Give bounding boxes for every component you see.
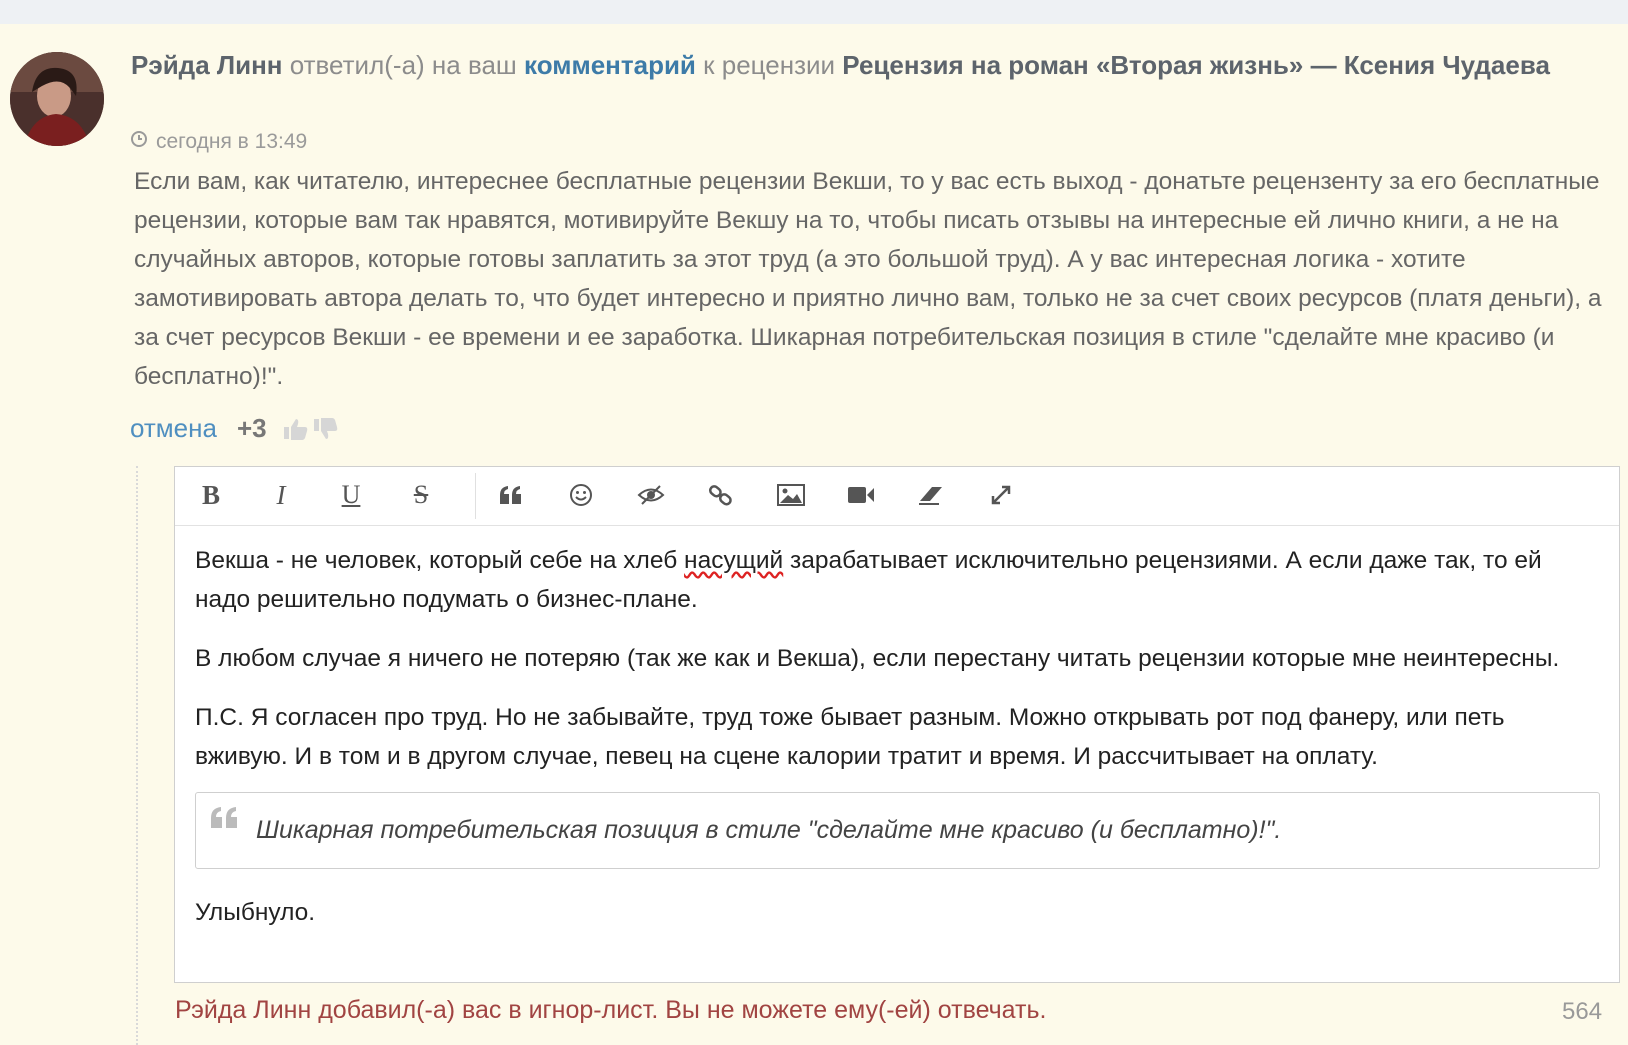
bold-icon[interactable] (193, 477, 229, 513)
blockquote (195, 792, 1600, 869)
reply-editor[interactable] (174, 466, 1620, 983)
italic-glyph: I (276, 479, 286, 510)
eraser-icon[interactable] (913, 477, 949, 513)
timestamp (130, 130, 307, 154)
char-counter: 564 (1562, 998, 1603, 1025)
top-strip (0, 0, 1628, 24)
editor-paragraph-4: Улыбнуло. (195, 899, 316, 926)
review-title-link[interactable]: Рецензия на роман «Вторая жизнь» — Ксения Чудаева (842, 50, 1550, 80)
quote-mark-icon (210, 803, 240, 842)
timestamp-text: сегодня в 13:49 (156, 130, 308, 153)
editor-paragraph-2: В любом случае я ничего не потеряю (так же как и Векша), если перестану читать рецензии которые мне неинтересны. (195, 645, 1560, 672)
underline-icon[interactable] (333, 477, 369, 513)
strikethrough-glyph: S (413, 480, 429, 509)
clock-icon (130, 130, 148, 154)
vote-score: +3 (236, 413, 267, 443)
editor-paragraph-1 (195, 541, 1600, 619)
avatar[interactable] (10, 52, 104, 146)
smiley-icon[interactable] (563, 477, 599, 513)
comment-link[interactable]: комментарий (524, 50, 696, 80)
underline-glyph: U (341, 480, 361, 509)
p1-before: Векша - не человек, который себе на хлеб (195, 547, 685, 574)
thumbs-up-icon[interactable] (283, 417, 309, 441)
thumbs-down-icon[interactable] (313, 417, 339, 441)
ignore-notice: Рэйда Линн добавил(-а) вас в игнор-лист. Вы не можете ему(-ей) отвечать. (175, 996, 1047, 1024)
quote-text: Шикарная потребительская позиция в стиле "сделайте мне красиво (и бесплатно)!". (256, 816, 1282, 844)
quote-icon[interactable] (493, 477, 529, 513)
p1-after: зарабатывает исключительно рецензиями. А если даже так, то ей надо решительно подумать о бизнес-плане. (195, 547, 1542, 613)
to-review-text: к рецензии (695, 50, 843, 80)
comment-actions (130, 413, 339, 444)
editor-content[interactable] (195, 541, 1600, 952)
image-icon[interactable] (773, 477, 809, 513)
link-icon[interactable] (703, 477, 739, 513)
strikethrough-icon[interactable] (403, 477, 439, 513)
thread-line (136, 466, 138, 1045)
action-text: ответил(-а) на ваш (282, 50, 525, 80)
spoiler-icon[interactable] (633, 477, 669, 513)
italic-icon[interactable] (263, 477, 299, 513)
author-name[interactable]: Рэйда Линн (131, 50, 283, 80)
toolbar-separator (475, 473, 476, 519)
cancel-link[interactable]: отмена (130, 413, 217, 443)
comment-text: Если вам, как читателю, интереснее бесплатные рецензии Векши, то у вас есть выход - донатьте рецензенту за его бесплатные рецензии, которые вам так нравятся, мотивируйте Векшу на то, чтобы писать отзывы на интересные ей лично книги, а не на случайных авторов, которые готовы заплатить за этот труд (а это большой труд). А у вас интересная логика - хотите замотивировать автора делать то, что будет интересно и приятно лично вам, только не за счет своих ресурсов (платя деньги), а за счет ресурсов Векши - ее времени и ее заработка. Шикарная потребительская позиция в стиле "сделайте мне красиво (и бесплатно)!". (134, 168, 1602, 390)
misspelled-word[interactable]: насущий (684, 547, 784, 574)
fullscreen-icon[interactable] (983, 477, 1019, 513)
notification-header (131, 44, 1571, 86)
video-icon[interactable] (843, 477, 879, 513)
editor-toolbar (175, 467, 1619, 526)
editor-paragraph-3: П.С. Я согласен про труд. Но не забывайте, труд тоже бывает разным. Можно открывать рот под фанеру, или петь вживую. И в том и в другом случае, певец на сцене калории тратит и время. И рассчитывает на оплату. (195, 704, 1505, 770)
bold-glyph: B (201, 479, 220, 510)
